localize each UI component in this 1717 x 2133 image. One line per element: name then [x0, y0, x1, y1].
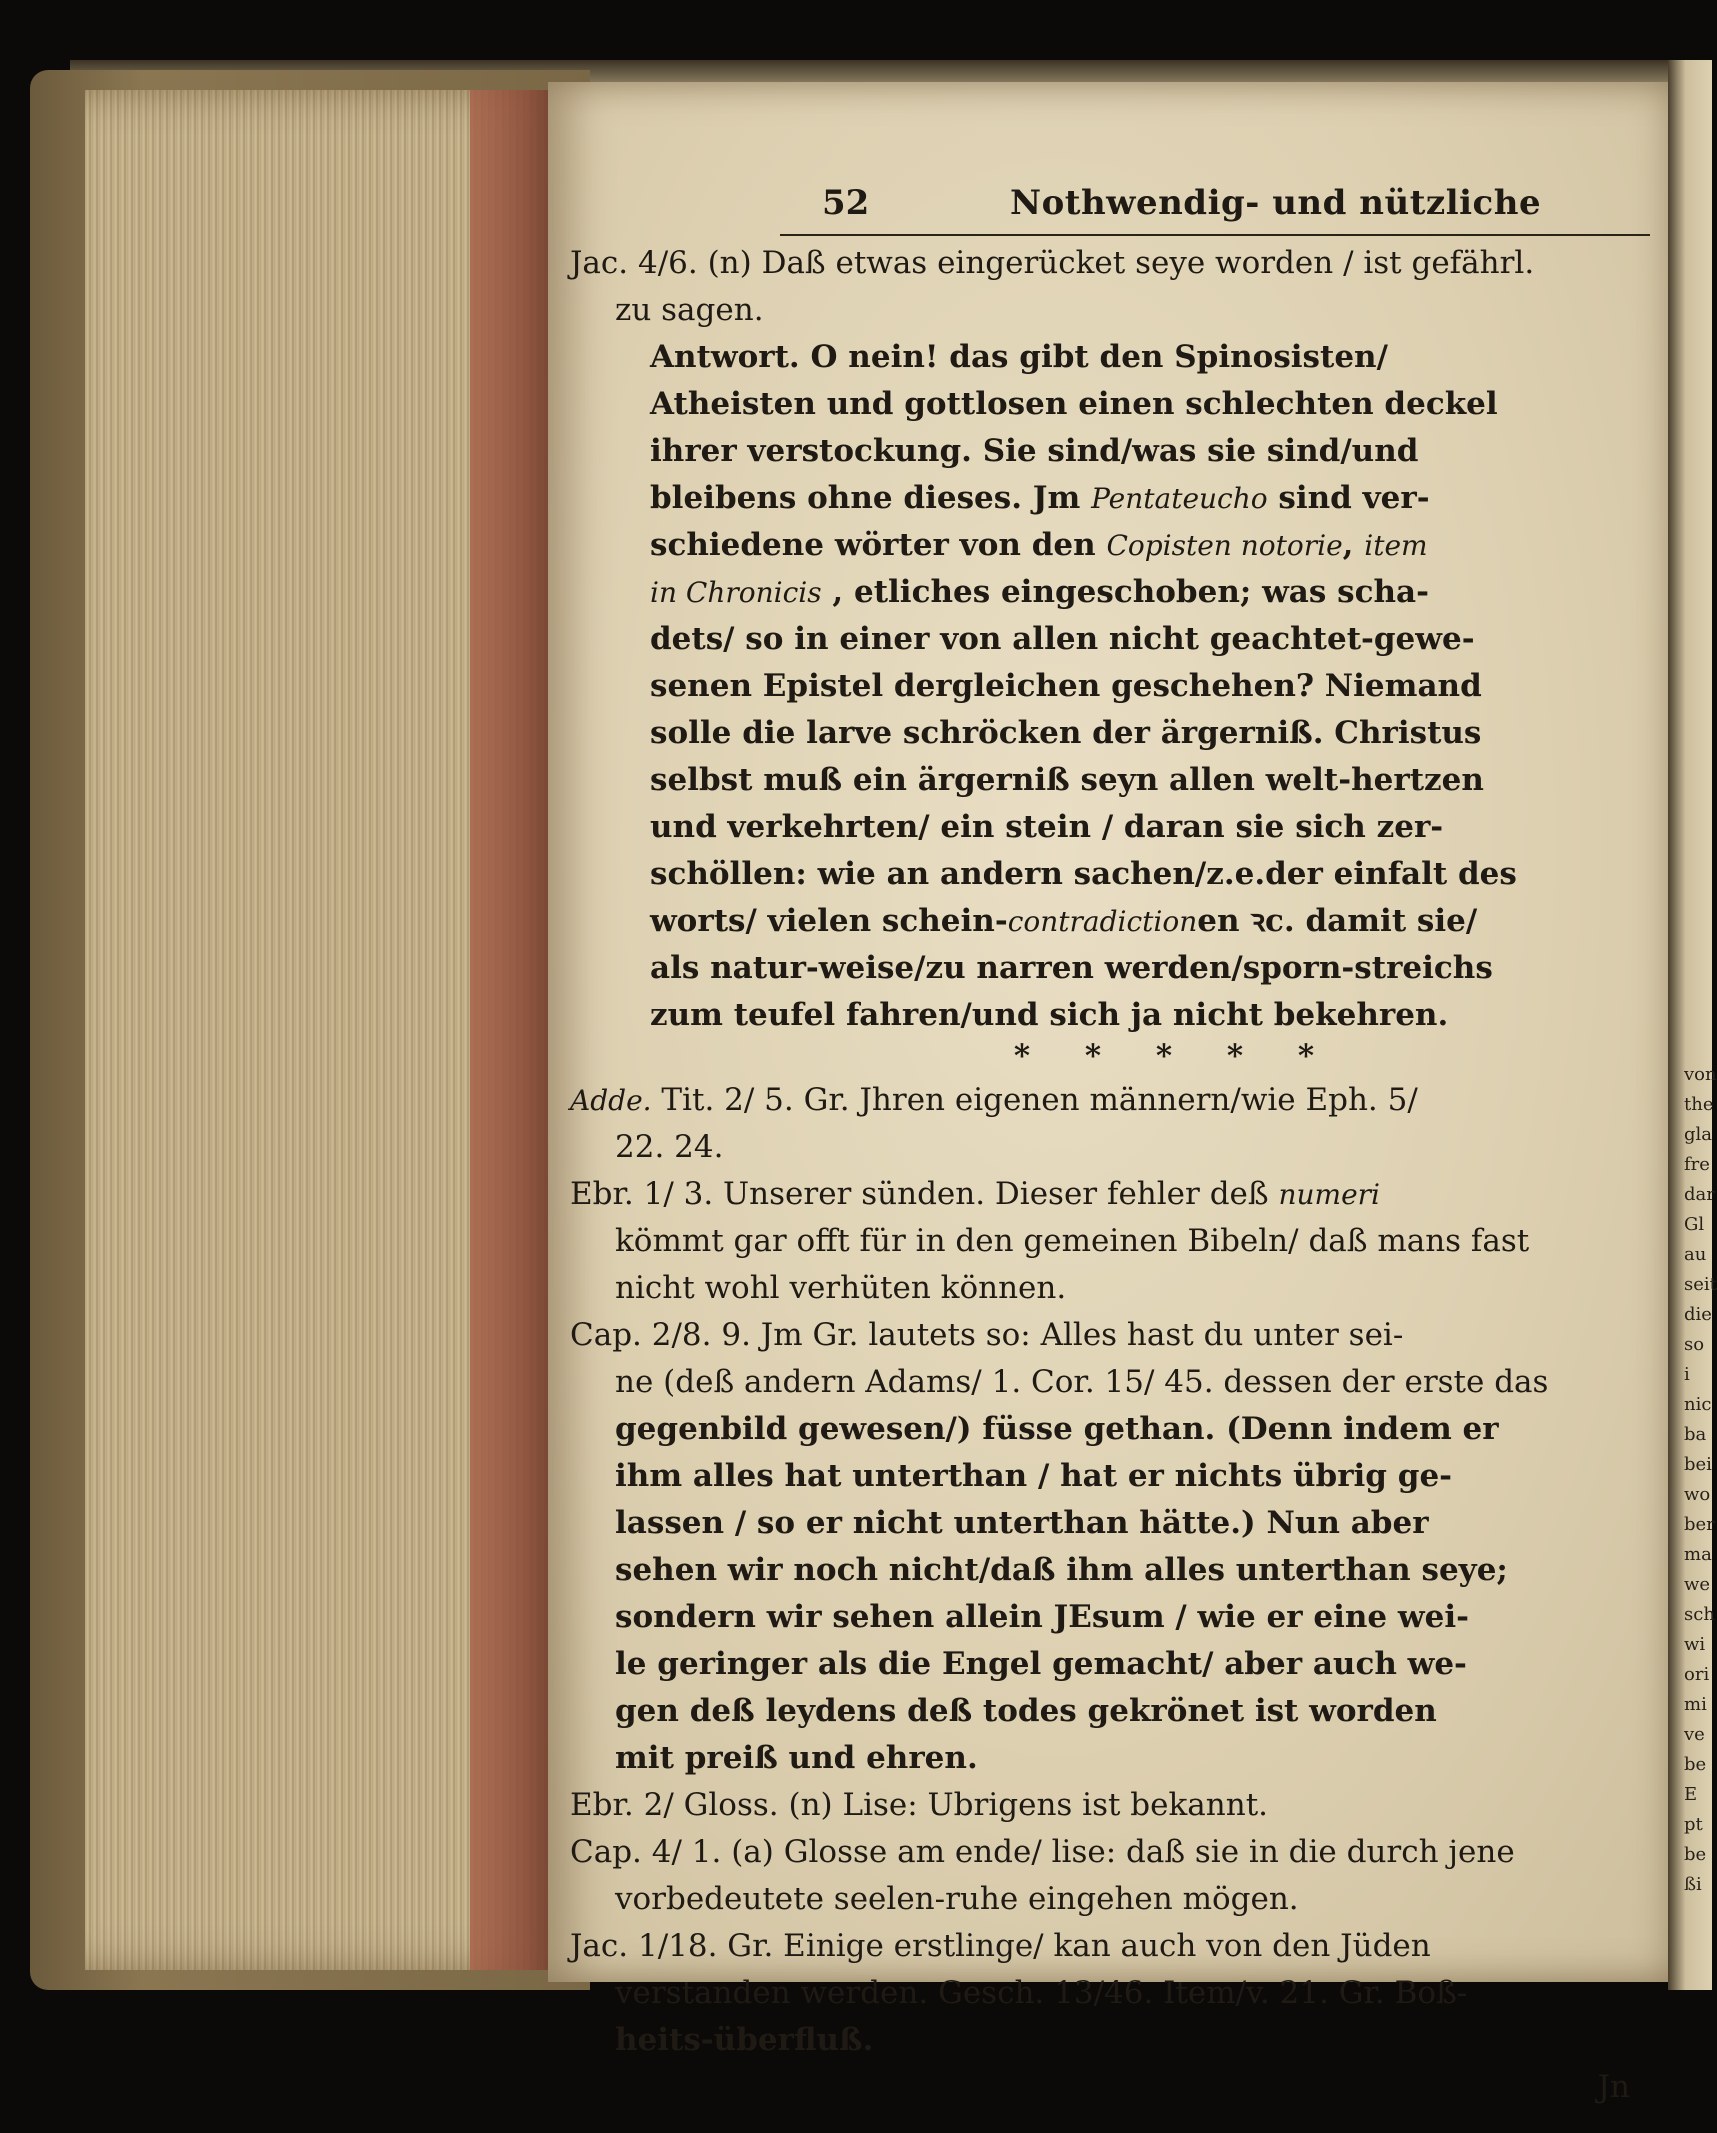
- text-line: [570, 428, 1660, 475]
- text-segment: ihrer verstockung. Sie sind/was sie sind/und: [650, 433, 1419, 469]
- fragment-line: be: [1684, 1844, 1707, 1865]
- text-segment: en ꝛc. damit sie/: [1197, 903, 1478, 939]
- text-line: [570, 1312, 1660, 1359]
- text-segment: Antwort. O nein! das gibt den Spinosisten/: [650, 339, 1388, 375]
- text-segment: Copisten notorie: [1106, 529, 1343, 562]
- text-segment: worts/ vielen schein-: [650, 903, 1008, 939]
- catchword: Jn: [1597, 2069, 1630, 2105]
- fragment-line: dar: [1684, 1184, 1715, 1205]
- text-line: [570, 1265, 1660, 1312]
- text-segment: le geringer als die Engel gemacht/ aber auch we-: [615, 1646, 1467, 1682]
- fragment-line: au: [1684, 1244, 1707, 1265]
- text-segment: Pentateucho: [1091, 482, 1268, 515]
- fragment-line: wi: [1684, 1634, 1706, 1655]
- text-segment: bleibens ohne dieses. Jm: [650, 480, 1092, 516]
- header-rule: [780, 234, 1650, 236]
- text-segment: ne (deß andern Adams/ 1. Cor. 15/ 45. dessen der erste das: [615, 1364, 1549, 1400]
- text-line: [570, 804, 1660, 851]
- text-segment: numeri: [1278, 1178, 1380, 1211]
- text-line: [570, 616, 1660, 663]
- fragment-line: ba: [1684, 1424, 1707, 1445]
- fragment-line: sch: [1684, 1604, 1715, 1625]
- fragment-line: gla: [1684, 1124, 1713, 1145]
- text-line: [570, 381, 1660, 428]
- text-line: [570, 1171, 1660, 1218]
- text-segment: lassen / so er nicht unterthan hätte.) Nun aber: [615, 1505, 1429, 1541]
- text-line: [570, 522, 1660, 569]
- text-line: [570, 1735, 1660, 1782]
- text-line: [570, 1406, 1660, 1453]
- text-segment: selbst muß ein ärgerniß seyn allen welt-hertzen: [650, 762, 1484, 798]
- text-line: [570, 1970, 1660, 2017]
- text-line: [570, 992, 1660, 1039]
- ornament-stars: * * * * *: [1013, 1038, 1337, 1074]
- text-line: [570, 757, 1660, 804]
- red-page-edge: [470, 90, 560, 1970]
- fragment-line: ve: [1684, 1724, 1705, 1745]
- text-line: [570, 1453, 1660, 1500]
- text-line: [570, 1500, 1660, 1547]
- fragment-line: die: [1684, 1304, 1712, 1325]
- text-segment: mit preiß und ehren.: [615, 1740, 978, 1776]
- text-segment: Jac. 1/18. Gr. Einige erstlinge/ kan auch von den Jüden: [570, 1928, 1431, 1964]
- fragment-line: E: [1684, 1784, 1698, 1805]
- text-segment: nicht wohl verhüten können.: [615, 1270, 1067, 1306]
- text-segment: senen Epistel dergleichen geschehen? Niemand: [650, 668, 1482, 704]
- text-line: [570, 710, 1660, 757]
- fragment-line: wo: [1684, 1484, 1711, 1505]
- fragment-line: seit: [1684, 1274, 1717, 1295]
- text-line: [570, 663, 1660, 710]
- text-segment: zu sagen.: [615, 292, 764, 328]
- text-segment: Atheisten und gottlosen einen schlechten deckel: [650, 386, 1498, 422]
- fragment-line: so i: [1684, 1334, 1705, 1385]
- text-line: [570, 1923, 1660, 1970]
- text-segment: sehen wir noch nicht/daß ihm alles unterthan seye;: [615, 1552, 1508, 1588]
- text-segment: 22. 24.: [615, 1129, 724, 1165]
- text-line: [570, 287, 1660, 334]
- text-line: [570, 1547, 1660, 1594]
- text-segment: sondern wir sehen allein JEsum / wie er eine wei-: [615, 1599, 1469, 1635]
- text-segment: Tit. 2/ 5. Gr. Jhren eigenen männern/wie Eph. 5/: [651, 1082, 1418, 1118]
- page-number: 52: [822, 183, 870, 223]
- text-segment: Ebr. 1/ 3. Unserer sünden. Dieser fehler deß: [570, 1176, 1279, 1212]
- running-header: [590, 180, 1660, 240]
- text-line: [570, 1359, 1660, 1406]
- text-segment: Ebr. 2/ Gloss. (n) Lise: Ubrigens ist bekannt.: [570, 1787, 1268, 1823]
- text-segment: heits-überfluß.: [615, 2022, 874, 2058]
- text-line: [570, 1876, 1660, 1923]
- running-title: Nothwendig- und nützliche: [1010, 183, 1542, 223]
- text-line: [570, 1782, 1660, 1829]
- adjacent-page-fragments: [1684, 1060, 1717, 1900]
- text-line: [570, 334, 1660, 381]
- text-line: [570, 851, 1660, 898]
- text-segment: kömmt gar offt für in den gemeinen Bibeln/ daß mans fast: [615, 1223, 1530, 1259]
- text-line: [570, 1077, 1660, 1124]
- text-line: [570, 2017, 1660, 2064]
- page-text: [570, 180, 1660, 2111]
- text-line: [570, 1641, 1660, 1688]
- text-segment: ihm alles hat unterthan / hat er nichts übrig ge-: [615, 1458, 1453, 1494]
- text-segment: item: [1364, 529, 1428, 562]
- text-line: [570, 569, 1660, 616]
- text-line: [570, 945, 1660, 992]
- fragment-line: ber: [1684, 1514, 1715, 1535]
- text-segment: verstanden werden. Gesch. 13/46. Item/v. 21. Gr. Boß-: [615, 1975, 1468, 2011]
- text-segment: contradiction: [1007, 905, 1198, 938]
- text-segment: dets/ so in einer von allen nicht geachtet-gewe-: [650, 621, 1475, 657]
- text-segment: Cap. 4/ 1. (a) Glosse am ende/ lise: daß sie in die durch jene: [570, 1834, 1515, 1870]
- text-segment: Cap. 2/8. 9. Jm Gr. lautets so: Alles hast du unter sei-: [570, 1317, 1404, 1353]
- fragment-line: be: [1684, 1754, 1707, 1775]
- text-body: [570, 240, 1660, 2064]
- text-segment: solle die larve schröcken der ärgerniß. Christus: [650, 715, 1482, 751]
- fragment-line: the: [1684, 1094, 1714, 1115]
- text-segment: als natur-weise/zu narren werden/sporn-streichs: [650, 950, 1493, 986]
- text-line: [570, 1594, 1660, 1641]
- text-line: [570, 1218, 1660, 1265]
- fragment-line: fre: [1684, 1154, 1710, 1175]
- text-segment: zum teufel fahren/und sich ja nicht bekehren.: [650, 997, 1449, 1033]
- text-segment: schöllen: wie an andern sachen/z.e.der einfalt des: [650, 856, 1517, 892]
- fragment-line: von: [1684, 1064, 1717, 1085]
- fragment-line: ßi: [1684, 1874, 1702, 1895]
- fragment-line: Gl: [1684, 1214, 1705, 1235]
- text-line: [570, 1688, 1660, 1735]
- text-segment: Adde.: [570, 1084, 652, 1117]
- fragment-line: nic: [1684, 1394, 1712, 1415]
- text-segment: Jac. 4/6. (n) Daß etwas eingerücket seye worden / ist gefährl.: [570, 245, 1535, 281]
- text-line: [570, 240, 1660, 287]
- fragment-line: ma: [1684, 1544, 1712, 1565]
- fragment-line: pt: [1684, 1814, 1703, 1835]
- text-line: [570, 1829, 1660, 1876]
- text-line: [570, 898, 1660, 945]
- text-segment: gen deß leydens deß todes gekrönet ist worden: [615, 1693, 1437, 1729]
- text-segment: in Chronicis: [650, 576, 822, 609]
- fragment-line: ori: [1684, 1664, 1710, 1685]
- text-line: [570, 1124, 1660, 1171]
- text-segment: schiedene wörter von den: [650, 527, 1107, 563]
- fragment-line: bei: [1684, 1454, 1712, 1475]
- text-line: [570, 475, 1660, 522]
- fragment-line: mi: [1684, 1694, 1707, 1715]
- text-segment: , etliches eingeschoben; was scha-: [821, 574, 1429, 610]
- text-segment: und verkehrten/ ein stein / daran sie sich zer-: [650, 809, 1444, 845]
- text-segment: vorbedeutete seelen-ruhe eingehen mögen.: [615, 1881, 1299, 1917]
- text-segment: gegenbild gewesen/) füsse gethan. (Denn indem er: [615, 1411, 1499, 1447]
- text-segment: sind ver-: [1267, 480, 1430, 516]
- fragment-line: we: [1684, 1574, 1711, 1595]
- text-segment: ,: [1342, 527, 1365, 563]
